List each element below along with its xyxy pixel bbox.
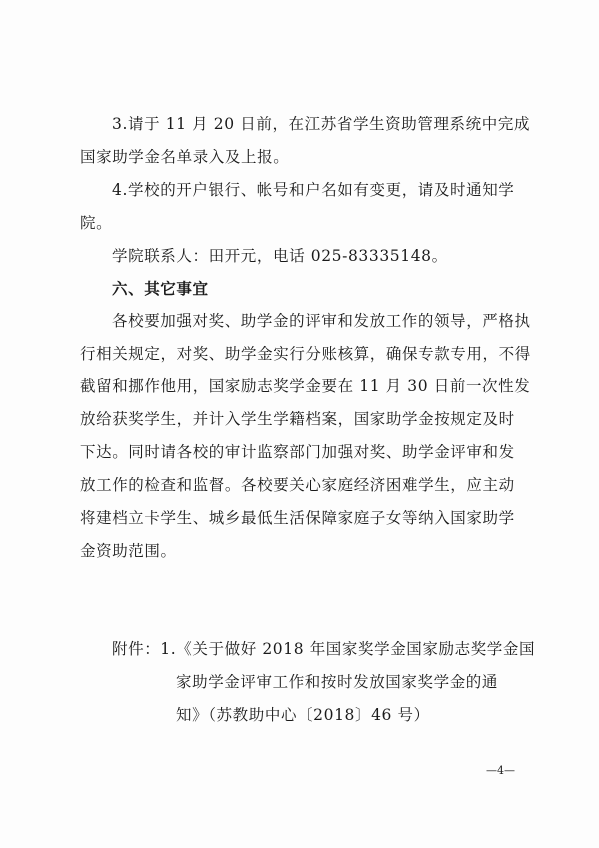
item3-line-1: 3.请于 11 月 20 日前，在江苏省学生资助管理系统中完成 [112,115,531,133]
attachment-line-2: 家助学金评审工作和按时发放国家奖学金的通 [176,673,499,691]
paragraph-line-1: 各校要加强对奖、助学金的评审和发放工作的领导，严格执 [112,312,531,330]
item3-line-2: 国家助学金名单录入及上报。 [80,148,290,166]
paragraph-line-7: 将建档立卡学生、城乡最低生活保障家庭子女等纳入国家助学 [80,509,515,527]
paragraph-line-4: 放给获奖学生，并计入学生学籍档案，国家助学金按规定及时 [80,410,515,428]
item4-line-1: 4.学校的开户银行、帐号和户名如有变更，请及时通知学 [112,181,515,199]
page-number: —4— [486,764,515,777]
paragraph-line-5: 下达。同时请各校的审计监察部门加强对奖、助学金评审和发 [80,443,515,461]
paragraph-line-3: 截留和挪作他用，国家励志奖学金要在 11 月 30 日前一次性发 [80,377,531,395]
item4-line-2: 院。 [80,214,113,232]
contact-line: 学院联系人：田开元，电话 025-83335148。 [112,247,448,265]
paragraph-line-8: 金资助范围。 [80,542,177,560]
paragraph-line-6: 放工作的检查和监督。各校要关心家庭经济困难学生，应主动 [80,476,515,494]
attachment-line-3: 知》（苏教助中心〔2018〕46 号） [176,706,430,724]
section-heading: 六、其它事宜 [112,280,209,298]
attachment-line-1: 附件：1.《关于做好 2018 年国家奖学金国家励志奖学金国 [112,640,536,658]
paragraph-line-2: 行相关规定，对奖、助学金实行分账核算，确保专款专用，不得 [80,345,531,363]
